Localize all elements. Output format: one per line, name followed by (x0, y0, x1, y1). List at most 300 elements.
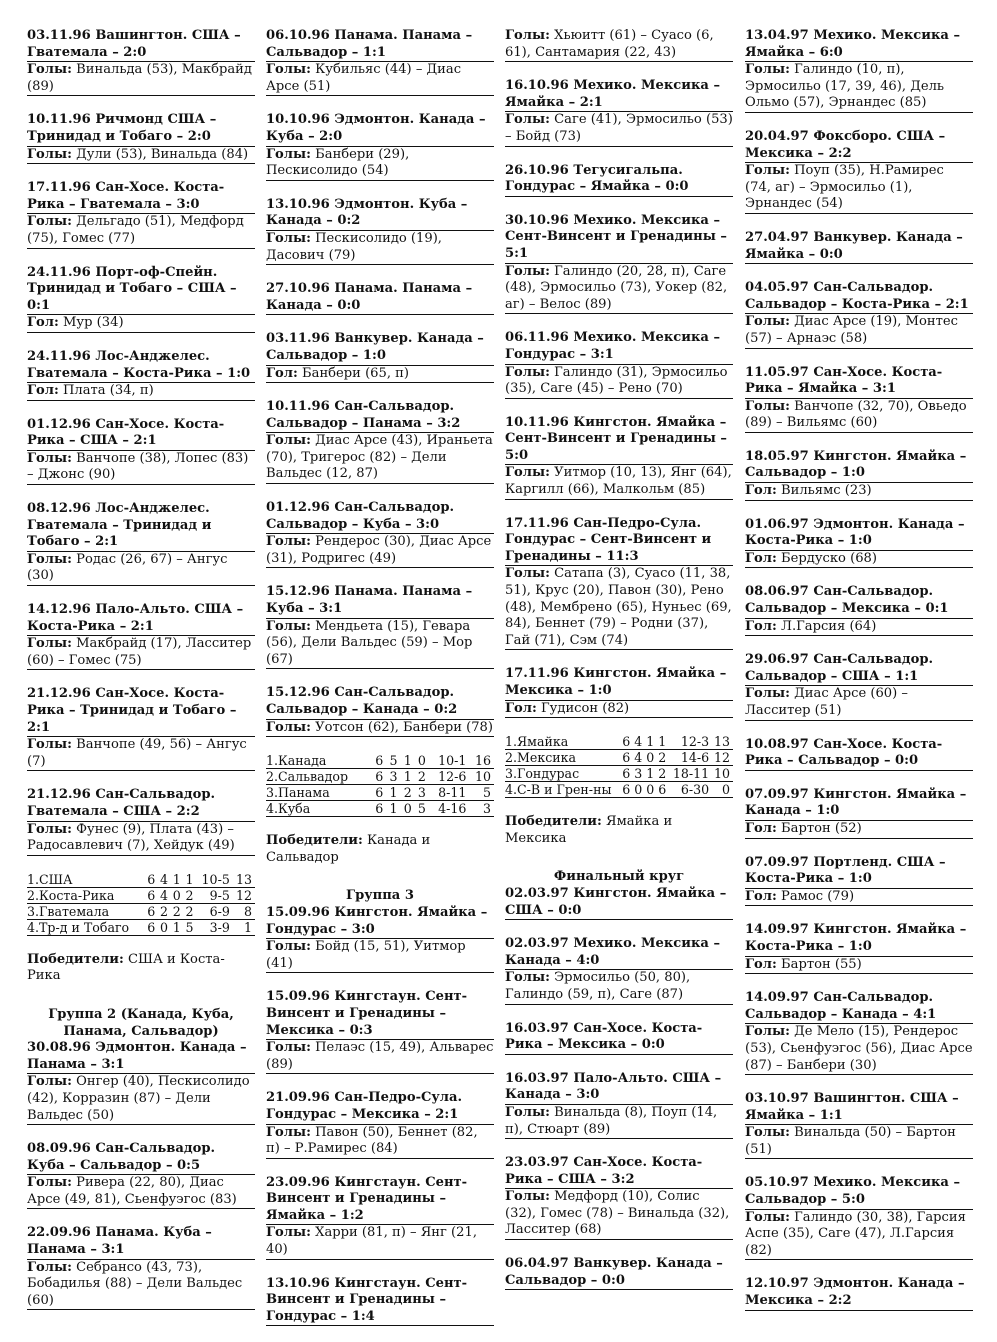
standings-cell: 1.Ямайка (505, 734, 621, 750)
match-block (266, 331, 494, 383)
standings-cell: 4 (633, 750, 645, 766)
group-heading: Финальный круг (553, 869, 685, 885)
standings-cell: 6-30 (669, 782, 712, 798)
match-goals (505, 969, 733, 1004)
goals-text: Винальда (8), Поуп (14, п), Стюарт (89) (505, 1104, 718, 1137)
winners-text: Ямайка и Мексика (505, 814, 673, 846)
match-header: 30.08.96 Эдмонтон. Канада – Панама – 3:1 (27, 1040, 247, 1072)
goals-label: Голы: (266, 62, 311, 78)
goals-label: Голы: (266, 618, 311, 634)
match-header: 30.10.96 Мехико. Мексика – Сент-Винсент и Гренадины – 5:1 (505, 212, 727, 261)
match-block (266, 1090, 494, 1158)
match-goals (27, 314, 255, 333)
match-goals (266, 61, 494, 96)
match-goals (745, 618, 973, 637)
goals-label: Гол: (745, 956, 777, 972)
standings-cell: 3 (469, 801, 494, 817)
standings-cell: 0 (415, 753, 429, 769)
goals-text: Бартон (55) (781, 956, 862, 972)
match-block (745, 230, 973, 264)
standings-cell: 10 (712, 766, 733, 782)
match-block (27, 686, 255, 771)
standings-cell: 6 (372, 769, 386, 785)
goals-text: Банбери (29), Пескисолидо (54) (266, 146, 410, 179)
goals-label: Голы: (27, 821, 72, 837)
goals-text: Ванчопе (49, 56) – Ангус (7) (27, 737, 247, 769)
standings-cell: 2 (415, 769, 429, 785)
standings-row (505, 750, 733, 766)
goals-label: Голы: (505, 970, 550, 986)
standings-cell: 4 (158, 887, 171, 903)
match-block (505, 163, 733, 197)
match-goals (27, 1073, 255, 1125)
match-goals (266, 719, 494, 738)
match-goals (745, 685, 973, 720)
match-goals (745, 162, 973, 214)
standings-cell: 12 (712, 750, 733, 766)
standings-cell: 4-16 (429, 801, 469, 817)
goals-text: Мендьета (15), Гевара (56), Дели Вальдес (59) – Мор (67) (266, 618, 473, 667)
group-heading: Группа 2 (Канада, Куба, Панама, Сальвадор) (48, 1006, 234, 1039)
goals-label: Гол: (505, 700, 537, 716)
goals-text: Родас (26, 67) – Ангус (30) (27, 551, 228, 584)
standings-row (27, 887, 255, 903)
standings-cell: 3.Панама (266, 785, 372, 801)
match-block (27, 1040, 255, 1125)
match-block (745, 1091, 973, 1159)
goals-label: Гол: (27, 383, 59, 399)
standings-cell: 0 (158, 919, 171, 935)
goals-text: Вильямс (23) (781, 483, 872, 499)
standings-cell: 6 (372, 753, 386, 769)
match-header: 06.10.96 Панама. Панама – Сальвадор – 1:1 (266, 28, 473, 60)
goals-text: Бойд (15, 51), Уитмор (41) (266, 939, 466, 971)
standings-cell: 3-9 (197, 919, 233, 935)
standings-cell: 2 (171, 903, 184, 919)
standings-cell: 3 (415, 785, 429, 801)
standings-cell: 2.Коста-Рика (27, 887, 145, 903)
standings-cell: 1.США (27, 872, 145, 888)
match-block (745, 1276, 973, 1310)
standings-cell: 1 (645, 766, 657, 782)
match-goals (27, 213, 255, 248)
match-header: 20.04.97 Фоксборо. США – Мексика – 2:2 (745, 128, 946, 161)
standings-row (505, 782, 733, 798)
match-header: 23.09.96 Кингстаун. Сент-Винсент и Гренадины – Ямайка – 1:2 (266, 1174, 468, 1223)
goals-text: Пескисолидо (19), Дасович (79) (266, 230, 442, 263)
standings-cell: 1 (171, 919, 184, 935)
standings-row (266, 753, 494, 769)
match-block (505, 516, 733, 651)
winners-text: США и Коста-Рика (27, 951, 225, 984)
standings-cell: 5 (469, 785, 494, 801)
match-block (27, 112, 255, 164)
goals-label: Голы: (266, 146, 311, 162)
match-header: 13.10.96 Эдмонтон. Куба – Канада – 0:2 (266, 196, 468, 229)
goals-label: Гол: (745, 550, 777, 566)
match-block (266, 281, 494, 315)
goals-label: Голы: (745, 398, 790, 414)
standings-cell: 2 (657, 750, 669, 766)
match-header: 10.11.96 Сан-Сальвадор. Сальвадор – Панама – 3:2 (266, 399, 461, 431)
match-header: 15.09.96 Кингстон. Ямайка – Гондурас – 3:0 (266, 904, 488, 937)
match-goals (266, 432, 494, 484)
goals-text: Галиндо (10, п), Эрмосильо (17, 39, 46), Дель Ольмо (57), Эрнандес (85) (745, 62, 945, 111)
standings-cell: 0 (171, 887, 184, 903)
match-header: 16.03.97 Пало-Альто. США – Канада – 3:0 (505, 1070, 722, 1103)
match-header: 27.10.96 Панама. Панама – Канада – 0:0 (266, 281, 494, 315)
standings-row (266, 769, 494, 785)
match-header: 13.04.97 Мехико. Мексика – Ямайка – 6:0 (745, 28, 960, 60)
standings-table (505, 734, 733, 798)
winners-text: Канада и Сальвадор (266, 833, 431, 865)
match-header: 05.10.97 Мехико. Мексика – Сальвадор – 5:0 (745, 1175, 960, 1208)
goals-text: Рендерос (30), Диас Арсе (31), Родригес (49) (266, 534, 492, 566)
match-block (27, 1141, 255, 1209)
standings-cell: 2 (158, 903, 171, 919)
standings-cell: 0 (712, 782, 733, 798)
goals-label: Гол: (745, 820, 777, 836)
match-goals (27, 146, 255, 165)
match-block (27, 349, 255, 401)
match-header: 04.05.97 Сан-Сальвадор. Сальвадор – Коста-Рика – 2:1 (745, 280, 969, 312)
standings-cell: 0 (645, 750, 657, 766)
match-block (745, 449, 973, 501)
goals-label: Голы: (27, 450, 72, 466)
match-goals (266, 230, 494, 265)
standings-row (505, 734, 733, 750)
match-block (505, 415, 733, 500)
standings-cell: 13 (233, 872, 255, 888)
match-header: 22.09.96 Панама. Куба – Панама – 3:1 (27, 1225, 212, 1258)
match-header: 11.05.97 Сан-Хосе. Коста-Рика – Ямайка – 3:1 (745, 364, 943, 397)
standings-row (266, 785, 494, 801)
match-header: 08.09.96 Сан-Сальвадор. Куба – Сальвадор – 0:5 (27, 1141, 216, 1173)
goals-label: Голы: (266, 1040, 311, 1056)
match-goals (266, 1224, 494, 1259)
goals-label: Гол: (745, 483, 777, 499)
match-header: 24.11.96 Порт-оф-Спейн. Тринидад и Тобаго – США – 0:1 (27, 264, 237, 313)
goals-text: Себрансо (43, 73), Бобадилья (88) – Дели Вальдес (60) (27, 1259, 243, 1308)
match-block (745, 990, 973, 1075)
goals-text: Уотсон (62), Банбери (78) (315, 719, 493, 735)
match-block (27, 501, 255, 586)
match-block (745, 517, 973, 569)
match-block-continued (505, 28, 733, 62)
standings-cell: 1 (233, 919, 255, 935)
match-goals (745, 956, 973, 975)
winners (266, 833, 494, 866)
goals-label: Голы: (266, 939, 311, 955)
goals-text: Харри (81, п) – Янг (21, 40) (266, 1225, 477, 1258)
standings-cell: 10 (469, 769, 494, 785)
goals-text: Макбрайд (17), Ласситер (60) – Гомес (75) (27, 636, 252, 668)
match-block (745, 652, 973, 720)
match-block (745, 365, 973, 433)
goals-label: Голы: (745, 1024, 790, 1040)
goals-text: Диас Арсе (43), Ираньета (70), Тригерос (82) – Дели Вальдес (12, 87) (266, 433, 493, 482)
standings-cell: 1 (400, 753, 414, 769)
goals-text: Галиндо (20, 28, п), Саге (48), Эрмосильо (73), Уокер (82, аг) – Велос (89) (505, 263, 728, 312)
match-block (266, 197, 494, 265)
standings-cell: 6 (621, 734, 633, 750)
standings-cell: 5 (184, 919, 197, 935)
goals-label: Голы: (505, 1104, 550, 1120)
standings-cell: 0 (400, 801, 414, 817)
goals-label: Голы: (27, 1259, 72, 1275)
match-header: 14.09.97 Кингстон. Ямайка – Коста-Рика – 1:0 (745, 922, 967, 954)
match-header: 24.11.96 Лос-Анджелес. Гватемала – Коста-Рика – 1:0 (27, 348, 251, 381)
match-goals (745, 61, 973, 113)
match-block (505, 78, 733, 146)
goals-label: Голы: (27, 1175, 72, 1191)
match-block (745, 280, 973, 348)
standings-cell: 6-9 (197, 903, 233, 919)
goals-text: Галиндо (30, 38), Гарсия Аспе (35), Саге (47), Л.Гарсия (82) (745, 1209, 966, 1258)
standings-cell: 4.Куба (266, 801, 372, 817)
standings-cell: 4.С-В и Грен-ны (505, 782, 621, 798)
match-goals (266, 618, 494, 670)
match-goals (505, 28, 733, 62)
standings-cell: 8 (233, 903, 255, 919)
match-block (27, 265, 255, 333)
match-goals (505, 364, 733, 399)
match-header: 10.08.97 Сан-Хосе. Коста-Рика – Сальвадор – 0:0 (745, 737, 973, 771)
standings-cell: 1 (184, 872, 197, 888)
match-block (745, 787, 973, 839)
match-header: 07.09.97 Кингстон. Ямайка – Канада – 1:0 (745, 786, 967, 819)
standings-cell: 12-6 (429, 769, 469, 785)
match-header: 01.12.96 Сан-Сальвадор. Сальвадор – Куба – 3:0 (266, 500, 455, 532)
match-header: 06.04.97 Ванкувер. Канада – Сальвадор – 0:0 (505, 1256, 733, 1290)
match-goals (745, 398, 973, 433)
standings-cell: 1 (645, 734, 657, 750)
goals-text: Бартон (52) (781, 820, 862, 836)
match-block (27, 417, 255, 485)
standings-cell: 14-6 (669, 750, 712, 766)
match-block (745, 922, 973, 974)
match-block (266, 1175, 494, 1260)
goals-label: Голы: (745, 1125, 790, 1141)
standings-table (266, 753, 494, 817)
standings-cell: 4 (633, 734, 645, 750)
goals-label: Голы: (27, 62, 72, 78)
goals-text: Фунес (9), Плата (43) – Радосавлевич (7), Хейдук (49) (27, 821, 235, 854)
goals-text: Павон (50), Беннет (82, п) – Р.Рамирес (84) (266, 1124, 478, 1157)
match-block (266, 112, 494, 180)
goals-label: Голы: (266, 230, 311, 246)
standings-cell: 1 (171, 872, 184, 888)
goals-label: Голы: (266, 534, 311, 550)
standings-cell: 9-5 (197, 887, 233, 903)
winners-label: Победители: (266, 833, 363, 849)
goals-label: Гол: (27, 315, 59, 331)
match-header: 01.06.97 Эдмонтон. Канада – Коста-Рика – 1:0 (745, 516, 965, 549)
match-header: 17.11.96 Кингстон. Ямайка – Мексика – 1:0 (505, 666, 727, 698)
goals-text: Мур (34) (63, 315, 124, 331)
winners-label: Победители: (27, 951, 124, 967)
match-header: 26.10.96 Тегусигальпа. Гондурас – Ямайка – 0:0 (505, 163, 733, 197)
match-header: 27.04.97 Ванкувер. Канада – Ямайка – 0:0 (745, 230, 973, 264)
match-goals (266, 146, 494, 181)
column-4 (745, 28, 973, 1327)
column-3 (505, 28, 733, 1306)
standings-cell: 6 (621, 766, 633, 782)
standings-cell: 13 (712, 734, 733, 750)
goals-text: Кубильяс (44) – Диас Арсе (51) (266, 62, 462, 94)
match-block (27, 180, 255, 248)
standings-cell: 2 (184, 887, 197, 903)
standings-cell: 6 (621, 782, 633, 798)
match-block (505, 666, 733, 718)
match-header: 21.09.96 Сан-Педро-Сула. Гондурас – Мексика – 2:1 (266, 1090, 463, 1122)
match-block (27, 787, 255, 855)
match-goals (505, 1104, 733, 1139)
goals-text: Диас Арсе (60) – Ласситер (51) (745, 686, 908, 718)
goals-label: Голы: (27, 737, 72, 753)
match-goals (27, 736, 255, 771)
match-header: 15.12.96 Панама. Панама – Куба – 3:1 (266, 584, 473, 617)
standings-cell: 1 (400, 769, 414, 785)
standings-cell: 6 (657, 782, 669, 798)
match-goals (266, 365, 494, 384)
match-header: 03.11.96 Ванкувер. Канада – Сальвадор – 1:0 (266, 331, 484, 363)
goals-label: Гол: (745, 618, 777, 634)
match-header: 13.10.96 Кингстаун. Сент-Винсент и Гренадины – Гондурас – 1:4 (266, 1276, 494, 1327)
match-block (505, 1021, 733, 1055)
goals-text: Винальда (53), Макбрайд (89) (27, 62, 252, 94)
standings-cell: 4.Тр-д и Тобаго (27, 919, 145, 935)
match-goals (27, 635, 255, 670)
goals-text: Эрмосильо (50, 80), Галиндо (59, п), Саге (87) (505, 970, 691, 1002)
match-block (505, 936, 733, 1004)
standings-cell: 10-5 (197, 872, 233, 888)
goals-text: Бердуско (68) (781, 550, 877, 566)
match-header: 15.12.96 Сан-Сальвадор. Сальвадор – Канада – 0:2 (266, 685, 458, 717)
goals-label: Голы: (27, 551, 72, 567)
goals-text: Сатапа (3), Суасо (11, 38, 51), Крус (20), Павон (30), Рено (48), Мембрено (65), Нуньес (69, 84), Беннет (79) – Родни (37), Гай (71), Сэм (74) (505, 566, 732, 648)
standings-cell: 1 (386, 801, 400, 817)
match-goals (266, 1124, 494, 1159)
standings-cell: 6 (621, 750, 633, 766)
goals-label: Голы: (505, 465, 550, 481)
standings-cell: 6 (145, 919, 158, 935)
match-goals (27, 382, 255, 401)
match-block (505, 886, 733, 920)
goals-text: Медфорд (10), Солис (32), Гомес (78) – Винальда (32), Ласситер (68) (505, 1189, 730, 1238)
goals-label: Голы: (505, 566, 550, 582)
standings-cell: 2 (184, 903, 197, 919)
match-header: 23.03.97 Сан-Хосе. Коста-Рика – США – 3:2 (505, 1155, 703, 1187)
standings-row (266, 801, 494, 817)
goals-text: Ривера (22, 80), Диас Арсе (49, 81), Сьенфуэгос (83) (27, 1175, 237, 1207)
goals-label: Голы: (266, 1124, 311, 1140)
standings-cell: 0 (633, 782, 645, 798)
match-block (745, 737, 973, 771)
goals-label: Гол: (745, 888, 777, 904)
goals-text: Ванчопе (38), Лопес (83) – Джонс (90) (27, 450, 249, 483)
match-goals (27, 1174, 255, 1209)
match-goals (745, 820, 973, 839)
goals-label: Голы: (27, 636, 72, 652)
match-header: 16.10.96 Мехико. Мексика – Ямайка – 2:1 (505, 78, 720, 110)
goals-label: Голы: (745, 686, 790, 702)
match-goals (505, 1188, 733, 1240)
standings-cell: 12 (233, 887, 255, 903)
match-block (266, 399, 494, 484)
goals-text: Пелаэс (15, 49), Альварес (89) (266, 1040, 494, 1072)
match-block (266, 1276, 494, 1327)
match-header: 17.11.96 Сан-Хосе. Коста-Рика – Гватемала – 3:0 (27, 180, 225, 212)
goals-label: Голы: (505, 112, 550, 128)
goals-text: Поуп (35), Н.Рамирес (74, аг) – Эрмосильо (1), Эрнандес (54) (745, 163, 944, 212)
standings-cell: 6 (372, 801, 386, 817)
goals-label: Голы: (745, 1209, 790, 1225)
match-goals (745, 482, 973, 501)
match-block (745, 129, 973, 214)
standings-row (27, 903, 255, 919)
standings-cell: 1.Канада (266, 753, 372, 769)
goals-text: Дельгадо (51), Медфорд (75), Гомес (77) (27, 214, 244, 246)
match-header: 01.12.96 Сан-Хосе. Коста-Рика – США – 2:1 (27, 416, 225, 449)
standings-cell: 5 (415, 801, 429, 817)
match-block (266, 685, 494, 737)
match-header: 14.12.96 Пало-Альто. США – Коста-Рика – 2:1 (27, 602, 244, 634)
winners-label: Победители: (505, 814, 602, 830)
standings-cell: 18-11 (669, 766, 712, 782)
goals-label: Голы: (505, 263, 550, 279)
goals-text: Хьюитт (61) – Суасо (6, 61), Сантамария (22, 43) (505, 28, 714, 60)
match-header: 12.10.97 Эдмонтон. Канада – Мексика – 2:2 (745, 1276, 973, 1310)
match-block (505, 1256, 733, 1290)
match-goals (505, 464, 733, 499)
match-block (745, 28, 973, 113)
standings-cell: 1 (657, 734, 669, 750)
standings-cell: 2 (400, 785, 414, 801)
goals-text: Галиндо (31), Эрмосильо (35), Саге (45) – Рено (70) (505, 364, 728, 397)
standings-cell: 6 (372, 785, 386, 801)
match-block (745, 1175, 973, 1260)
standings-cell: 4 (158, 872, 171, 888)
match-block (266, 584, 494, 669)
standings-cell: 5 (386, 753, 400, 769)
match-header: 07.09.97 Портленд. США – Коста-Рика – 1:0 (745, 854, 946, 887)
match-goals (745, 888, 973, 907)
match-goals (266, 938, 494, 973)
match-header: 10.10.96 Эдмонтон. Канада – Куба – 2:0 (266, 112, 486, 144)
match-block (505, 213, 733, 315)
match-block (745, 584, 973, 636)
goals-text: Винальда (50) – Бартон (51) (745, 1125, 956, 1157)
match-goals (27, 61, 255, 96)
match-goals (27, 551, 255, 586)
goals-label: Голы: (745, 163, 790, 179)
standings-row (27, 872, 255, 888)
standings-cell: 8-11 (429, 785, 469, 801)
match-header: 02.03.97 Мехико. Мексика – Канада – 4:0 (505, 936, 720, 968)
match-header: 10.11.96 Ричмонд США – Тринидад и Тобаго – 2:0 (27, 112, 217, 144)
goals-label: Голы: (27, 1074, 72, 1090)
match-goals (745, 1124, 973, 1159)
match-header: 29.06.97 Сан-Сальвадор. Сальвадор – США – 1:1 (745, 652, 934, 684)
match-header: 08.12.96 Лос-Анджелес. Гватемала – Тринидад и Тобаго – 2:1 (27, 501, 212, 550)
match-block (745, 855, 973, 907)
match-goals (505, 263, 733, 315)
goals-label: Голы: (505, 28, 550, 43)
goals-label: Гол: (266, 365, 298, 381)
match-block (266, 28, 494, 96)
goals-text: Л.Гарсия (64) (781, 618, 877, 634)
